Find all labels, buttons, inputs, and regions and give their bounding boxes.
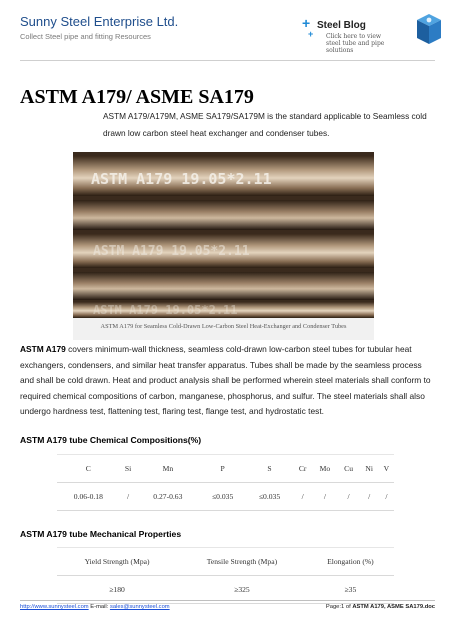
header-divider [20,60,435,61]
cell-tensile: ≥325 [177,576,307,604]
website-link[interactable]: http://www.sunnysteel.com [20,604,89,610]
blog-subtitle [326,33,396,54]
chemical-section-title: ASTM A179 tube Chemical Compositions(%) [20,435,202,445]
cell-s: ≤0.035 [246,483,293,511]
tube-marking-3: ASTM A179 19.05*2.11 [93,303,238,317]
email-link[interactable]: sales@sunnysteel.com [109,604,170,610]
description-paragraph [20,342,435,420]
col-header-mo: Mo [312,455,337,483]
col-header-tensile: Tensile Strength (Mpa) [177,548,307,576]
col-header-cu: Cu [338,455,360,483]
blog-subtitle-line-1: Click here to view [326,33,381,40]
col-header-c: C [57,455,120,483]
description-text: covers minimum-wall thickness, seamless cold-drawn low-carbon steel tubes for tubular heat exchangers, condensers, and similar heat transfer apparatus. Tubes shall be made by the seamless process and shall be cold drawn. Heat and product analysis shall be performed wherein steel materials shall conform to required chemical compositions of carbon, manganese, phosphorus, and sulfur. The steel materials shall also undergo hardness test, flattening test, flaring test, flange test, and hydrostatic test. [20,344,431,416]
col-header-mn: Mn [137,455,200,483]
document-name: ASTM A179, ASME SA179.doc [352,604,435,610]
product-figure [73,152,374,340]
col-header-yield: Yield Strength (Mpa) [57,548,177,576]
col-header-cr: Cr [293,455,312,483]
plus-small-icon: + [308,29,314,39]
tube-marking-2: ASTM A179 19.05*2.11 [93,244,250,259]
col-header-p: P [199,455,246,483]
page-header [20,10,435,56]
figure-caption: ASTM A179 for Seamless Cold-Drawn Low-Carbon Steel Heat-Exchanger and Condenser Tubes [100,323,347,330]
mechanical-section-title: ASTM A179 tube Mechanical Properties [20,529,182,539]
cell-ni: / [360,483,379,511]
cell-cu: / [338,483,360,511]
col-header-si: Si [120,455,137,483]
cell-p: ≤0.035 [199,483,246,511]
description-lead: ASTM A179 [20,344,66,354]
blog-title: Steel Blog [317,20,366,31]
cell-cr: / [293,483,312,511]
mechanical-header-row [57,548,394,576]
cell-mo: / [312,483,337,511]
email-label: E-mail: [90,604,109,610]
company-name: Sunny Steel Enterprise Ltd. [20,14,179,29]
chemical-table [57,454,394,511]
cell-c: 0.06-0.18 [57,483,120,511]
cell-v: / [379,483,394,511]
footer-page-info [326,604,435,610]
cell-yield: ≥180 [57,576,177,604]
col-header-s: S [246,455,293,483]
cell-mn: 0.27-0.63 [137,483,200,511]
table-row [57,483,394,511]
chemical-header-row [57,455,394,483]
tube-marking-1: ASTM A179 19.05*2.11 [91,170,272,188]
col-header-ni: Ni [360,455,379,483]
blog-subtitle-line-2: steel tube and pipe solutions [326,40,385,54]
page-number: Page:1 of [325,604,351,610]
footer-divider [20,600,435,601]
cell-si: / [120,483,137,511]
intro-paragraph: ASTM A179/A179M, ASME SA179/SA179M is the standard applicable to Seamless cold drawn low carbon steel heat exchanger and condenser tubes. [103,111,427,138]
col-header-v: V [379,455,394,483]
page-title: ASTM A179/ ASME SA179 [20,86,254,108]
col-header-elongation: Elongation (%) [307,548,394,576]
cell-elongation: ≥35 [307,576,394,604]
company-tagline: Collect Steel pipe and fitting Resources [20,32,151,41]
plus-icon: + [302,15,311,31]
cube-logo-icon [415,12,443,46]
steel-tubes-photo [73,152,374,318]
footer-contact [20,604,170,610]
mechanical-table [57,547,394,604]
